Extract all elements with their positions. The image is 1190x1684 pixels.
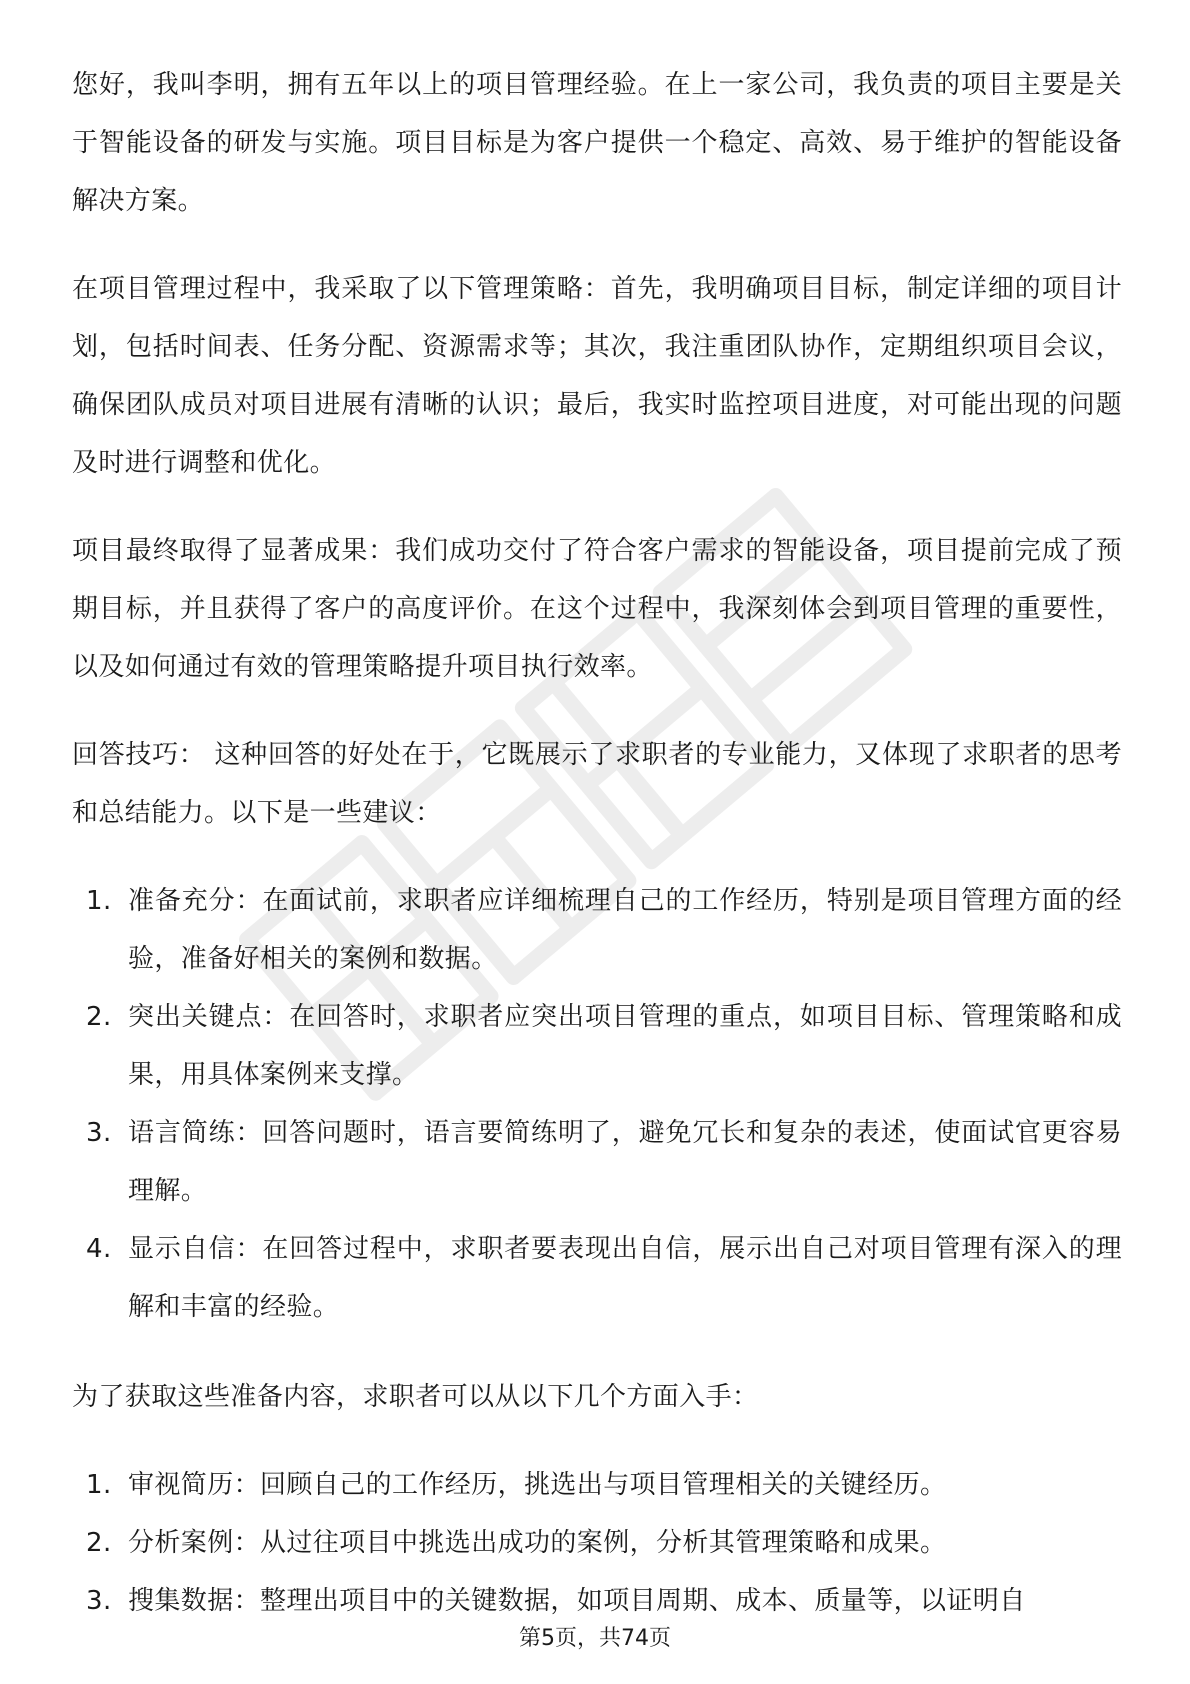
list-number: 4. [86,1234,112,1264]
prep-list [72,1456,1122,1630]
list-item [72,1572,1122,1630]
list-item [72,1104,1122,1220]
list-number: 1. [86,886,112,916]
list-number: 3. [86,1118,112,1148]
list-text: 突出关键点：在回答时，求职者应突出项目管理的重点，如项目目标、管理策略和成果，用具体案例来支撑。 [128,1002,1122,1090]
prep-intro-paragraph: 为了获取这些准备内容，求职者可以从以下几个方面入手： [72,1382,759,1412]
result-paragraph: 项目最终取得了显著成果：我们成功交付了符合客户需求的智能设备，项目提前完成了预期目标，并且获得了客户的高度评价。在这个过程中，我深刻体会到项目管理的重要性，以及如何通过有效的管理策略提升项目执行效率。 [72,536,1122,682]
list-text: 分析案例：从过往项目中挑选出成功的案例，分析其管理策略和成果。 [128,1528,947,1558]
list-text: 显示自信：在回答过程中，求职者要表现出自信，展示出自己对项目管理有深入的理解和丰富的经验。 [128,1234,1122,1322]
list-number: 1. [86,1470,112,1500]
tips-list [72,872,1122,1336]
document-body [72,56,1122,1662]
list-item [72,988,1122,1104]
list-item [72,1514,1122,1572]
list-text: 审视简历：回顾自己的工作经历，挑选出与项目管理相关的关键经历。 [128,1470,947,1500]
list-text: 语言简练：回答问题时，语言要简练明了，避免冗长和复杂的表述，使面试官更容易理解。 [128,1118,1122,1206]
list-number: 2. [86,1002,112,1032]
list-item [72,1456,1122,1514]
list-number: 2. [86,1528,112,1558]
intro-paragraph: 您好，我叫李明，拥有五年以上的项目管理经验。在上一家公司，我负责的项目主要是关于智能设备的研发与实施。项目目标是为客户提供一个稳定、高效、易于维护的智能设备解决方案。 [72,70,1122,216]
tips-intro-paragraph: 回答技巧： 这种回答的好处在于，它既展示了求职者的专业能力，又体现了求职者的思考和总结能力。以下是一些建议： [72,740,1122,828]
strategy-paragraph: 在项目管理过程中，我采取了以下管理策略：首先，我明确项目目标，制定详细的项目计划，包括时间表、任务分配、资源需求等；其次，我注重团队协作，定期组织项目会议，确保团队成员对项目进展有清晰的认识；最后，我实时监控项目进度，对可能出现的问题及时进行调整和优化。 [72,274,1122,478]
list-item [72,872,1122,988]
list-text: 搜集数据：整理出项目中的关键数据，如项目周期、成本、质量等，以证明自 [128,1586,1026,1616]
page-number-footer: 第5页，共74页 [519,1626,671,1651]
list-text: 准备充分：在面试前，求职者应详细梳理自己的工作经历，特别是项目管理方面的经验，准备好相关的案例和数据。 [128,886,1122,974]
list-item [72,1220,1122,1336]
list-number: 3. [86,1586,112,1616]
